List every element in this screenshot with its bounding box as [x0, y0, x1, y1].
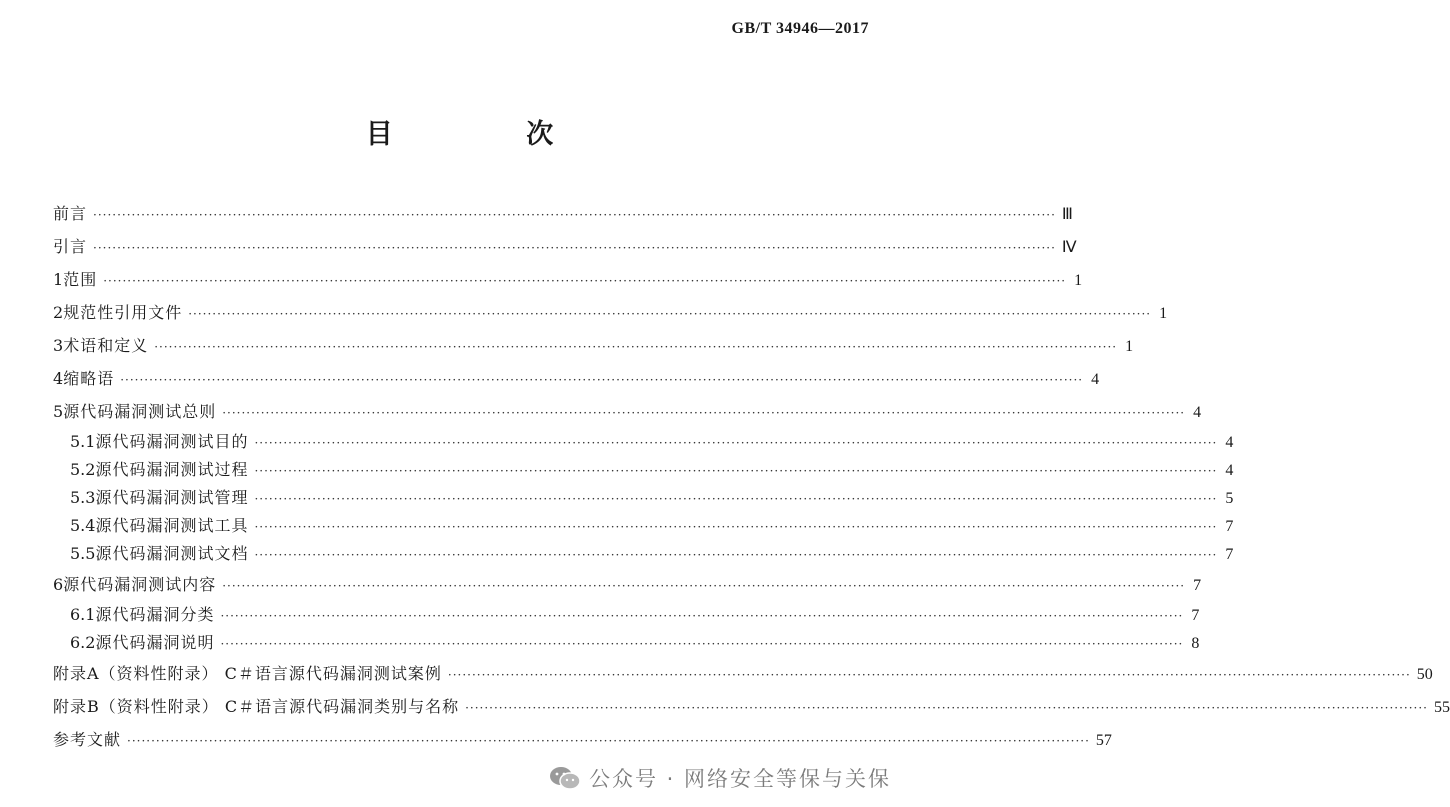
toc-entry[interactable] — [53, 197, 1073, 230]
toc-entry-page: 57 — [1095, 732, 1112, 749]
toc-entry-label: 源代码漏洞测试工具 — [95, 516, 249, 535]
toc-entry-label: 源代码漏洞说明 — [95, 633, 215, 652]
dot-leader: ········································································································································································································ — [254, 548, 1218, 562]
dot-leader: ········································································································································································································ — [222, 406, 1186, 420]
toc-entry-page: 7 — [1191, 607, 1200, 624]
toc-entry-number: 5.2 — [70, 460, 96, 479]
toc-entry-page: 50 — [1416, 666, 1433, 683]
page-title: 目 次 — [365, 119, 616, 150]
toc-entry-label: 参考文献 — [53, 730, 122, 749]
toc-entry-number: 3 — [53, 336, 64, 355]
toc-entry-number: 6.2 — [70, 633, 96, 652]
toc-entry-number: 1 — [53, 270, 64, 289]
toc-entry[interactable] — [53, 362, 1100, 395]
dot-leader: ········································································································································································································ — [220, 609, 1184, 623]
toc-entry[interactable] — [53, 456, 1234, 484]
toc-entry-page: 4 — [1193, 404, 1202, 421]
toc-entry-label: 缩略语 — [63, 369, 115, 388]
toc-entry[interactable] — [53, 428, 1234, 456]
toc-entry-number: 5.1 — [70, 432, 96, 451]
dot-leader: ········································································································································································································ — [93, 241, 1056, 255]
toc-entry[interactable] — [53, 690, 1450, 723]
dot-leader: ········································································································································································································ — [103, 274, 1067, 288]
toc-entry[interactable] — [53, 263, 1083, 296]
toc-entry[interactable] — [53, 230, 1077, 263]
toc-entry-label: 源代码漏洞测试过程 — [95, 460, 249, 479]
toc-entry-number: 6 — [53, 575, 64, 594]
dot-leader: ········································································································································································································ — [154, 340, 1118, 354]
toc-entry-page: 8 — [1191, 635, 1200, 652]
dot-leader: ········································································································································································································ — [220, 637, 1184, 651]
toc-entry-page: 4 — [1225, 462, 1234, 479]
toc-entry[interactable] — [53, 329, 1134, 362]
toc-entry-number: 2 — [53, 303, 64, 322]
watermark — [549, 763, 891, 793]
toc-entry[interactable] — [53, 601, 1200, 629]
toc-entry-number: 5.3 — [70, 488, 96, 507]
toc-entry-label: 规范性引用文件 — [63, 303, 183, 322]
toc-entry-label: 源代码漏洞分类 — [95, 605, 215, 624]
dot-leader: ········································································································································································································ — [254, 464, 1218, 478]
toc-entry-number: 5.4 — [70, 516, 96, 535]
toc-entry-page: 1 — [1125, 338, 1134, 355]
toc-entry-label: 源代码漏洞测试文档 — [95, 544, 249, 563]
toc-entry-page: 7 — [1225, 518, 1234, 535]
toc-entry-page: Ⅲ — [1061, 206, 1073, 223]
toc-entry-label: 源代码漏洞测试总则 — [63, 402, 217, 421]
toc-entry-page: 4 — [1091, 371, 1100, 388]
toc-entry-page: 5 — [1225, 490, 1234, 507]
toc-entry-label: 附录B（资料性附录） C＃语言源代码漏洞类别与名称 — [53, 697, 460, 716]
toc-entry-label: 附录A（资料性附录） C＃语言源代码漏洞测试案例 — [53, 664, 442, 683]
dot-leader: ········································································································································································································ — [465, 701, 1428, 715]
table-of-contents — [53, 197, 1450, 756]
toc-entry-number: 6.1 — [70, 605, 96, 624]
toc-entry-number: 5 — [53, 402, 64, 421]
dot-leader: ········································································································································································································ — [127, 734, 1090, 748]
toc-entry-page: 7 — [1193, 577, 1202, 594]
toc-entry-label: 引言 — [53, 237, 88, 256]
dot-leader: ········································································································································································································ — [93, 208, 1056, 222]
toc-entry-page: 4 — [1225, 434, 1234, 451]
toc-entry-page: 55 — [1433, 699, 1450, 716]
toc-entry-number: 4 — [53, 369, 64, 388]
toc-entry[interactable] — [53, 568, 1202, 601]
dot-leader: ········································································································································································································ — [254, 436, 1218, 450]
dot-leader: ········································································································································································································ — [254, 492, 1218, 506]
wechat-icon — [549, 765, 581, 791]
toc-entry-label: 源代码漏洞测试内容 — [63, 575, 217, 594]
toc-entry-label: 源代码漏洞测试目的 — [95, 432, 249, 451]
dot-leader: ········································································································································································································ — [254, 520, 1218, 534]
toc-entry-number: 5.5 — [70, 544, 96, 563]
toc-entry[interactable] — [53, 657, 1433, 690]
toc-entry[interactable] — [53, 540, 1234, 568]
dot-leader: ········································································································································································································ — [447, 668, 1411, 682]
dot-leader: ········································································································································································································ — [222, 579, 1186, 593]
dot-leader: ········································································································································································································ — [188, 307, 1152, 321]
toc-entry-label: 范围 — [63, 270, 98, 289]
toc-entry-page: 1 — [1074, 272, 1083, 289]
toc-entry-label: 术语和定义 — [63, 336, 149, 355]
toc-entry-page: Ⅳ — [1061, 239, 1077, 256]
toc-entry[interactable] — [53, 629, 1200, 657]
toc-entry-label: 源代码漏洞测试管理 — [95, 488, 249, 507]
standard-code: GB/T 34946—2017 — [731, 20, 869, 37]
watermark-text: 公众号 · 网络安全等保与关保 — [588, 767, 891, 791]
toc-entry-page: 7 — [1225, 546, 1234, 563]
toc-entry-label: 前言 — [53, 204, 88, 223]
toc-entry-page: 1 — [1159, 305, 1168, 322]
toc-entry[interactable] — [53, 723, 1112, 756]
toc-entry[interactable] — [53, 395, 1202, 428]
toc-entry[interactable] — [53, 296, 1168, 329]
toc-entry[interactable] — [53, 484, 1234, 512]
dot-leader: ········································································································································································································ — [120, 373, 1084, 387]
toc-entry[interactable] — [53, 512, 1234, 540]
